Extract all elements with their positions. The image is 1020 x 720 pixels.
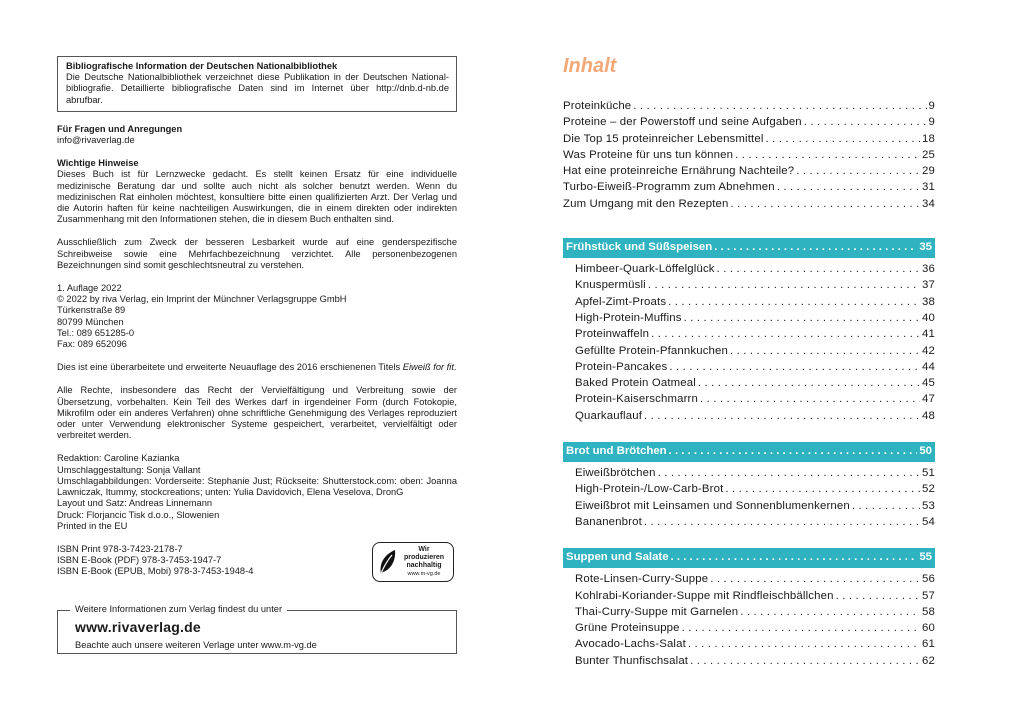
toc-entry[interactable] xyxy=(575,500,935,516)
toc-entry-page: 45 xyxy=(922,377,935,390)
publisher-line: 1. Auflage 2022 xyxy=(57,283,122,294)
toc-entry-label: Proteine – der Powerstoff und seine Aufgaben xyxy=(563,116,802,129)
isbn-line: ISBN E-Book (PDF) 978-3-7453-1947-7 xyxy=(57,555,222,566)
toc-entry-page: 53 xyxy=(922,499,935,512)
toc-entry-label: Himbeer-Quark-Löffelglück xyxy=(575,263,715,276)
toc-entry-page: 52 xyxy=(922,483,935,496)
toc-entry-label: Eiweißbrot mit Leinsamen und Sonnenblumenkernen xyxy=(575,499,850,512)
toc-entry-label: Bananenbrot xyxy=(575,515,642,528)
toc-entry[interactable] xyxy=(563,149,935,165)
bibliographic-info-title: Bibliografische Information der Deutschen Nationalbibliothek xyxy=(66,61,338,71)
toc-entry[interactable] xyxy=(563,181,935,197)
toc-entry-page: 57 xyxy=(922,589,935,602)
toc-entry-label: Rote-Linsen-Curry-Suppe xyxy=(575,573,709,586)
toc-entry-page: 9 xyxy=(928,116,935,129)
toc-entry-label: Zum Umgang mit den Rezepten xyxy=(563,197,729,210)
toc-intro-list xyxy=(563,100,935,214)
toc-entry-page: 44 xyxy=(922,360,935,373)
toc-entry[interactable] xyxy=(575,279,935,295)
toc-entry-label: Knuspermüsli xyxy=(575,279,646,292)
toc-entry-page: 41 xyxy=(922,328,935,341)
toc-entry-page: 62 xyxy=(922,654,935,667)
toc-entry[interactable] xyxy=(575,516,935,532)
toc-entry-page: 25 xyxy=(922,148,935,161)
toc-section-header[interactable] xyxy=(563,442,935,462)
questions-email: info@rivaverlag.de xyxy=(57,135,135,146)
imprint-page xyxy=(57,56,457,578)
gender-note: Ausschließlich zum Zweck der besseren Lesbarkeit wurde auf eine genderspezifische Schreibweise sowie eine Mehrfachbezeichnung verzichtet. Alle personenbezogenen Bezeichnungen sind somit geschlechtsneutral zu verstehen. xyxy=(57,237,457,270)
publisher-info xyxy=(57,283,457,350)
toc-entry[interactable] xyxy=(575,328,935,344)
toc-entry-label: Was Proteine für uns tun können xyxy=(563,148,734,161)
toc-entry-page: 29 xyxy=(922,165,935,178)
credit-line: Printed in the EU xyxy=(57,520,128,531)
publisher-line: Türkenstraße 89 xyxy=(57,305,126,316)
toc-entry[interactable] xyxy=(575,393,935,409)
credit-line: Layout und Satz: Andreas Linnemann xyxy=(57,498,213,509)
isbn-line: ISBN E-Book (EPUB, Mobi) 978-3-7453-1948-4 xyxy=(57,566,254,577)
toc-entry-label: Quarkauflauf xyxy=(575,409,643,422)
toc-section-page: 35 xyxy=(919,241,932,254)
toc-entry-page: 47 xyxy=(922,393,935,406)
toc-entry[interactable] xyxy=(563,100,935,116)
toc-entry-page: 36 xyxy=(922,263,935,276)
toc-entry[interactable] xyxy=(575,655,935,671)
toc-section-list xyxy=(563,263,935,426)
badge-line: nachhaltig xyxy=(406,561,442,569)
rights-note: Alle Rechte, insbesondere das Recht der Vervielfältigung und Verbreitung sowie der Übersetzung, vorbehalten. Kein Teil des Werkes darf in irgendeiner Form (durch Fotokopie, Mikrofilm oder ein anderes Verfahren) ohne schriftliche Genehmigung des Verlages reproduziert oder unter Verwendung elektronischer Systeme gespeichert, verarbeitet, vervielfältigt oder verbreitet werden. xyxy=(57,385,457,441)
toc-section-title: Suppen und Salate xyxy=(566,551,669,564)
toc-entry[interactable] xyxy=(563,133,935,149)
toc-entry-page: 37 xyxy=(922,279,935,292)
bibliographic-info-text: Die Deutsche Nationalbibliothek verzeichnet diese Publikation in der Deutschen National-bibliografie. Detaillierte bibliografische Daten sind im Internet über http://dnb.d-nb.de abrufbar. xyxy=(66,72,449,105)
toc-entry[interactable] xyxy=(575,263,935,279)
toc-entry-label: High-Protein-Muffins xyxy=(575,311,682,324)
credit-line: Umschlaggestaltung: Sonja Vallant xyxy=(57,464,201,475)
toc-entry[interactable] xyxy=(575,573,935,589)
notes-title: Wichtige Hinweise xyxy=(57,158,139,169)
toc-entry-page: 18 xyxy=(922,132,935,145)
questions-block xyxy=(57,124,457,146)
toc-section-header[interactable] xyxy=(563,238,935,258)
publisher-website-link[interactable]: www.rivaverlag.de xyxy=(75,619,201,635)
toc-entry-page: 40 xyxy=(922,311,935,324)
toc-entry[interactable] xyxy=(575,483,935,499)
toc-entry-label: Proteinküche xyxy=(563,100,632,112)
toc-entry[interactable] xyxy=(575,638,935,654)
toc-entry-label: Baked Protein Oatmeal xyxy=(575,377,696,390)
credit-line: Umschlagabbildungen: Vorderseite: Stephanie Just; Rückseite: Shutterstock.com: oben: Joanna Lawniczak, Itummy, stockcreations; unten: Yulia Davidovich, Elena Veselova, DronG xyxy=(57,475,457,498)
publisher-line: Tel.: 089 651285-0 xyxy=(57,327,135,338)
toc-section-title: Brot und Brötchen xyxy=(566,445,667,458)
credit-line: Druck: Florjancic Tisk d.o.o., Slowenien xyxy=(57,509,220,520)
toc-entry-page: 31 xyxy=(922,181,935,194)
info-subtext: Beachte auch unsere weiteren Verlage unter www.m-vg.de xyxy=(75,640,317,650)
revised-edition-note xyxy=(57,362,457,373)
toc-entry-label: Die Top 15 proteinreicher Lebensmittel xyxy=(563,132,764,145)
toc-entry[interactable] xyxy=(575,312,935,328)
publisher-line: 80799 München xyxy=(57,316,124,327)
publisher-info-box xyxy=(57,604,457,654)
badge-line: Wir produzieren xyxy=(403,545,445,561)
badge-url: www.m-vg.de xyxy=(407,570,441,577)
toc-entry-label: Kohlrabi-Koriander-Suppe mit Rindfleischbällchen xyxy=(575,589,834,602)
toc-entry-page: 54 xyxy=(922,515,935,528)
toc-entry-label: Hat eine proteinreiche Ernährung Nachteile? xyxy=(563,165,795,178)
toc-section-page: 50 xyxy=(919,445,932,458)
toc-entry-page: 60 xyxy=(922,622,935,635)
toc-entry-label: Bunter Thunfischsalat xyxy=(575,654,689,667)
toc-entry[interactable] xyxy=(575,622,935,638)
toc-entry[interactable] xyxy=(575,467,935,483)
toc-entry[interactable] xyxy=(575,345,935,361)
toc-entry-label: Protein-Pancakes xyxy=(575,360,668,373)
toc-entry-page: 51 xyxy=(922,467,935,480)
toc-entry-label: High-Protein-/Low-Carb-Brot xyxy=(575,483,724,496)
toc-entry[interactable] xyxy=(575,410,935,426)
toc-entry-page: 48 xyxy=(922,409,935,422)
toc-entry[interactable] xyxy=(563,198,935,214)
toc-section-header[interactable] xyxy=(563,548,935,568)
toc-entry[interactable] xyxy=(575,361,935,377)
toc-entry[interactable] xyxy=(575,606,935,622)
revised-title: Eiweiß for fit xyxy=(402,362,454,373)
toc-title: Inhalt xyxy=(563,55,617,77)
toc-entry-page: 38 xyxy=(922,295,935,308)
toc-entry-label: Eiweißbrötchen xyxy=(575,467,656,480)
toc-entry-page: 42 xyxy=(922,344,935,357)
toc-entry-label: Turbo-Eiweiß-Programm zum Abnehmen xyxy=(563,181,775,194)
toc-entry-page: 34 xyxy=(922,197,935,210)
notes-text: Dieses Buch ist für Lernzwecke gedacht. Es stellt keinen Ersatz für eine individuelle medizinische Beratung dar und sollte auch nicht als solcher benutzt werden. Wenn du medizinischen Rat einholen möchtest, konsultiere bitte einen qualifizierten Arzt. Der Verlag und die Autorin haften für keine nachteiligen Auswirkungen, die in einem direkten oder indirekten Zusammenhang mit den Informationen stehen, die in diesem Buch enthalten sind. xyxy=(57,169,457,225)
revised-suffix: . xyxy=(453,362,457,373)
publisher-line: Fax: 089 652096 xyxy=(57,339,127,350)
credit-line: Redaktion: Caroline Kazianka xyxy=(57,453,180,464)
isbn-line: ISBN Print 978-3-7423-2178-7 xyxy=(57,543,183,554)
toc-section-list xyxy=(563,467,935,532)
bibliographic-info-box xyxy=(57,56,457,112)
toc-entry[interactable] xyxy=(575,296,935,312)
toc-section-page: 55 xyxy=(919,551,932,564)
toc-entry[interactable] xyxy=(563,116,935,132)
leaf-icon xyxy=(377,547,399,577)
isbn-block xyxy=(57,544,457,578)
toc-entry[interactable] xyxy=(575,377,935,393)
toc-entry-page: 61 xyxy=(922,638,935,651)
toc-entry-page: 9 xyxy=(928,100,935,112)
toc-entry-label: Protein-Kaiserschmarrn xyxy=(575,393,698,406)
toc-entry-label: Grüne Proteinsuppe xyxy=(575,622,680,635)
credits xyxy=(57,453,457,531)
toc-entry-page: 56 xyxy=(922,573,935,586)
toc-page xyxy=(563,55,935,671)
publisher-line: © 2022 by riva Verlag, ein Imprint der Münchner Verlagsgruppe GmbH xyxy=(57,294,347,305)
sustainability-badge xyxy=(372,542,454,582)
toc-entry-label: Thai-Curry-Suppe mit Garnelen xyxy=(575,605,739,618)
toc-entry-label: Proteinwaffeln xyxy=(575,328,650,341)
toc-entry-page: 58 xyxy=(922,605,935,618)
toc-entry[interactable] xyxy=(575,590,935,606)
toc-section-list xyxy=(563,573,935,671)
toc-entry-label: Avocado-Lachs-Salat xyxy=(575,638,686,651)
revised-prefix: Dies ist eine überarbeitete und erweiterte Neuauflage des 2016 erschienenen Titels xyxy=(57,362,403,373)
toc-entry-label: Gefüllte Protein-Pfannkuchen xyxy=(575,344,729,357)
info-legend: Weitere Informationen zum Verlag findest du unter xyxy=(70,604,287,614)
toc-entry-label: Apfel-Zimt-Proats xyxy=(575,295,667,308)
toc-section-title: Frühstück und Süßspeisen xyxy=(566,241,713,254)
notes-block xyxy=(57,158,457,225)
toc-entry[interactable] xyxy=(563,165,935,181)
questions-title: Für Fragen und Anregungen xyxy=(57,123,183,134)
